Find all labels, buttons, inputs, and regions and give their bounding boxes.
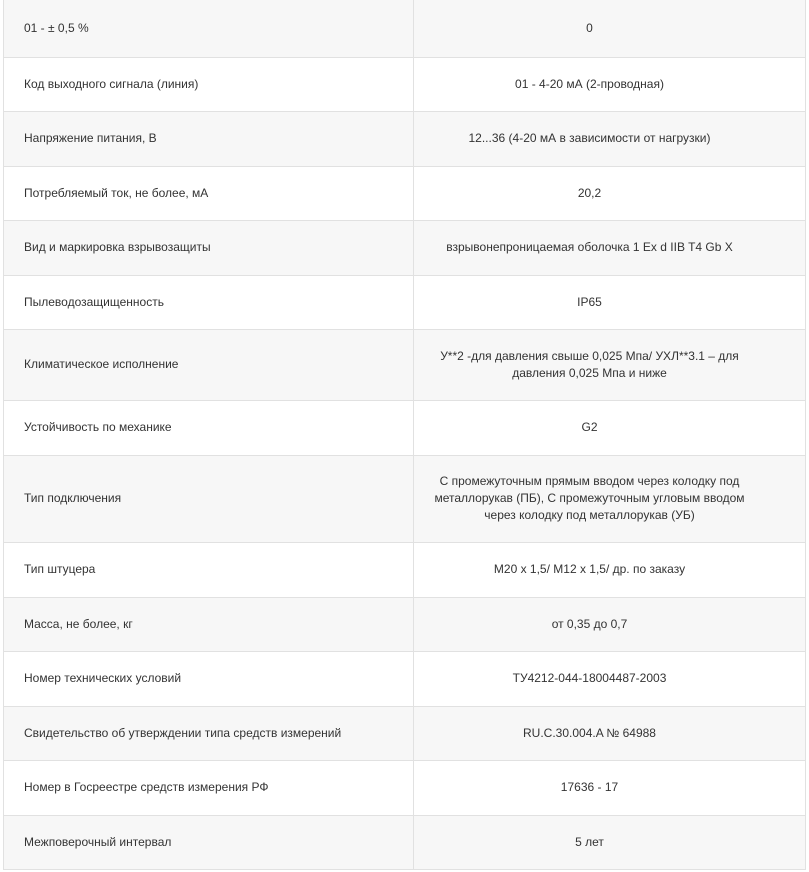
value-cell: взрывонепроницаемая оболочка 1 Ex d IIB T4 Gb X xyxy=(414,220,806,275)
table-row xyxy=(4,815,806,869)
param-cell: 01 - ± 0,5 % xyxy=(4,0,414,57)
value-cell: RU.C.30.004.A № 64988 xyxy=(414,706,806,760)
param-cell: Напряжение питания, В xyxy=(4,111,414,166)
table-row xyxy=(4,0,806,57)
table-row xyxy=(4,329,806,400)
param-cell: Номер в Госреестре средств измерения РФ xyxy=(4,760,414,815)
param-cell: Код выходного сигнала (линия) xyxy=(4,57,414,111)
value-cell: M20 x 1,5/ M12 x 1,5/ др. по заказу xyxy=(414,542,806,597)
table-row xyxy=(4,455,806,542)
value-cell: 01 - 4-20 мА (2-проводная) xyxy=(414,57,806,111)
value-cell: IP65 xyxy=(414,275,806,329)
table-row xyxy=(4,57,806,111)
param-cell: Устойчивость по механике xyxy=(4,400,414,455)
table-row xyxy=(4,542,806,597)
table-row xyxy=(4,651,806,706)
value-cell: У**2 -для давления свыше 0,025 Мпа/ УХЛ**3.1 – для давления 0,025 Мпа и ниже xyxy=(414,329,806,400)
param-cell: Масса, не более, кг xyxy=(4,597,414,651)
param-cell: Климатическое исполнение xyxy=(4,329,414,400)
param-cell: Пылеводозащищенность xyxy=(4,275,414,329)
param-cell: Потребляемый ток, не более, мА xyxy=(4,166,414,220)
param-cell: Свидетельство об утверждении типа средств измерений xyxy=(4,706,414,760)
value-cell: 17636 - 17 xyxy=(414,760,806,815)
value-cell: С промежуточным прямым вводом через колодку под металлорукав (ПБ), С промежуточным угловым вводом через колодку под металлорукав (УБ) xyxy=(414,455,806,542)
param-cell: Тип штуцера xyxy=(4,542,414,597)
param-cell: Вид и маркировка взрывозащиты xyxy=(4,220,414,275)
value-cell: 20,2 xyxy=(414,166,806,220)
value-cell: 0 xyxy=(414,0,806,57)
table-row xyxy=(4,166,806,220)
table-row xyxy=(4,400,806,455)
param-cell: Межповерочный интервал xyxy=(4,815,414,869)
param-cell: Номер технических условий xyxy=(4,651,414,706)
value-cell: G2 xyxy=(414,400,806,455)
value-cell: от 0,35 до 0,7 xyxy=(414,597,806,651)
table-row xyxy=(4,220,806,275)
value-cell: 12...36 (4-20 мА в зависимости от нагрузки) xyxy=(414,111,806,166)
spec-table xyxy=(3,0,806,870)
table-row xyxy=(4,760,806,815)
table-row xyxy=(4,597,806,651)
param-cell: Тип подключения xyxy=(4,455,414,542)
table-row xyxy=(4,111,806,166)
table-row xyxy=(4,706,806,760)
value-cell: ТУ4212-044-18004487-2003 xyxy=(414,651,806,706)
value-cell: 5 лет xyxy=(414,815,806,869)
table-row xyxy=(4,275,806,329)
